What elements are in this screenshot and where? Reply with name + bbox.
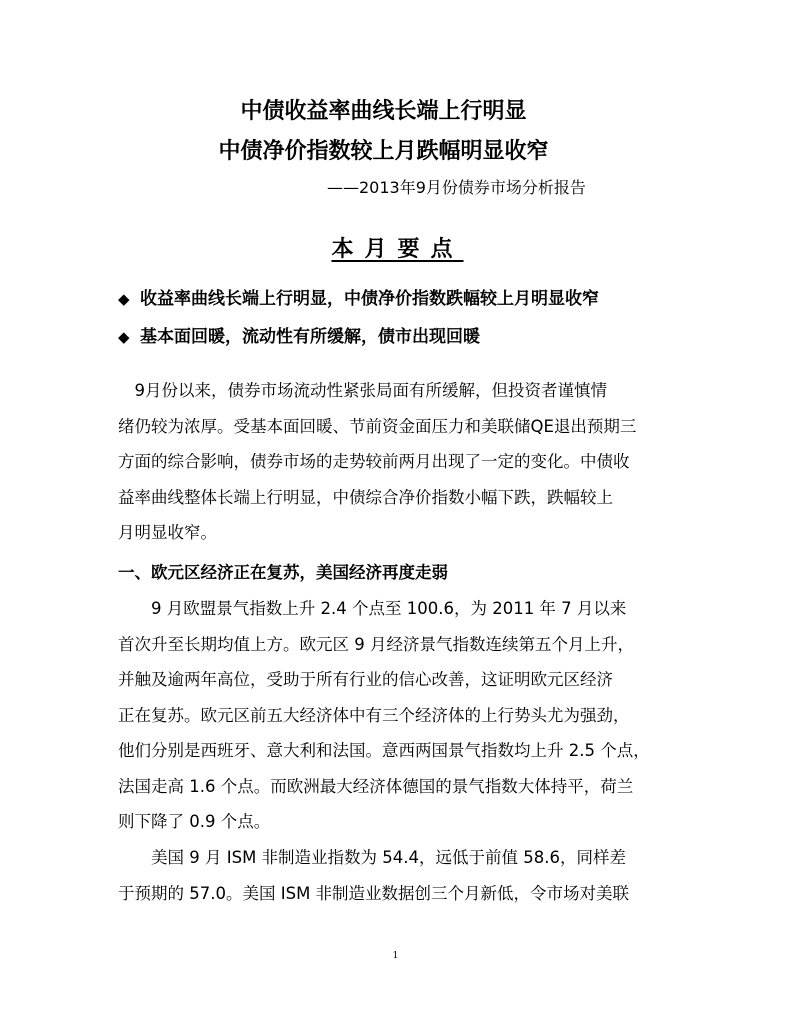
paragraph-line: 益率曲线整体长端上行明显，中债综合净价指数小幅下跌，跌幅较上 [118,487,613,507]
paragraph-line: 法国走高 1.6 个点。而欧洲最大经济体德国的景气指数大体持平，荷兰 [118,776,634,796]
paragraph-line: 首次升至长期均值上方。欧元区 9 月经济景气指数连续第五个月上升， [118,634,634,654]
paragraph-line: 正在复苏。欧元区前五大经济体中有三个经济体的上行势头尤为强劲， [118,705,630,725]
highlight-text: 基本面回暖，流动性有所缓解，债市出现回暖 [140,327,480,347]
diamond-bullet-icon: ◆ [118,290,130,308]
highlight-text: 收益率曲线长端上行明显，中债净价指数跌幅较上月明显收窄 [140,289,599,309]
page-number: 1 [392,951,399,961]
paragraph-line: 9 月欧盟景气指数上升 2.4 个点至 100.6，为 2011 年 7 月以来 [118,599,627,618]
section-paragraph [118,840,678,911]
paragraph-line: 月明显收窄。 [118,523,217,542]
intro-paragraph [118,373,678,551]
paragraph-line: 美国 9 月 ISM 非制造业指数为 54.4，远低于前值 58.6，同样差 [118,848,627,867]
report-subtitle: ——2013年9月份债券市场分析报告 [327,178,586,197]
paragraph-line: 绪仍较为浓厚。受基本面回暖、节前资金面压力和美联储QE退出预期三 [118,416,637,436]
paragraph-line: 则下降了 0.9 个点。 [118,812,271,831]
paragraph-line: 于预期的 57.0。美国 ISM 非制造业数据创三个月新低，令市场对美联 [118,883,630,903]
paragraph-line: 并触及逾两年高位，受助于所有行业的信心改善，这证明欧元区经济 [118,670,613,689]
paragraph-line: 方面的综合影响，债券市场的走势较前两月出现了一定的变化。中债收 [118,452,630,471]
diamond-bullet-icon: ◆ [118,328,130,346]
highlight-bullet [118,322,480,347]
paragraph-line: 他们分别是西班牙、意大利和法国。意西两国景气指数均上升 2.5 个点， [118,741,650,760]
section-heading: 一、欧元区经济正在复苏，美国经济再度走弱 [118,563,448,582]
report-title-line-1: 中债收益率曲线长端上行明显 [240,99,527,124]
section-paragraph [118,591,678,840]
report-title-line-2: 中债净价指数较上月跌幅明显收窄 [218,139,549,164]
paragraph-line: 9月份以来，债券市场流动性紧张局面有所缓解，但投资者谨慎情 [118,381,607,400]
highlights-heading: 本月要点 [331,237,464,262]
highlight-bullet [118,284,599,309]
